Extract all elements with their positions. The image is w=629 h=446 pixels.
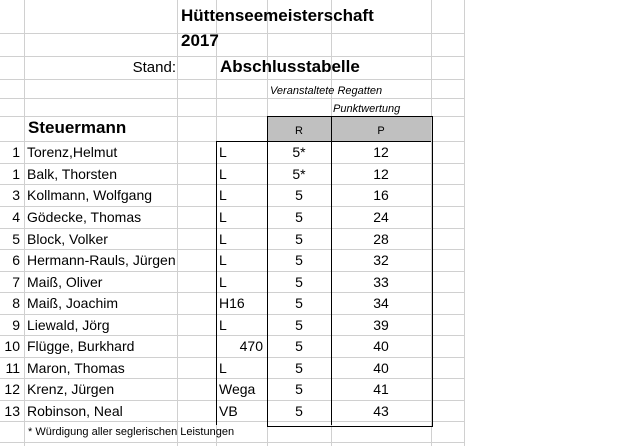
regatten-cell: 5 bbox=[295, 187, 303, 203]
boat-column-border bbox=[216, 141, 217, 425]
regatten-label: Veranstaltete Regatten bbox=[270, 85, 383, 97]
regatten-cell: 5 bbox=[295, 252, 303, 268]
boat-cell: L bbox=[219, 274, 227, 290]
regatten-cell: 5* bbox=[292, 166, 306, 182]
regatten-cell: 5 bbox=[295, 381, 303, 397]
regatten-cell: 5 bbox=[295, 231, 303, 247]
rank-cell: 4 bbox=[12, 209, 20, 225]
rank-cell: 12 bbox=[4, 381, 20, 397]
boat-cell: L bbox=[219, 144, 227, 160]
regatten-cell: 5 bbox=[295, 360, 303, 376]
boat-cell: L bbox=[219, 166, 227, 182]
rank-cell: 8 bbox=[12, 295, 20, 311]
rank-cell: 3 bbox=[12, 187, 20, 203]
rank-cell: 11 bbox=[5, 360, 20, 376]
stand-value: Abschlusstabelle bbox=[220, 57, 360, 76]
points-cell: 16 bbox=[373, 187, 389, 203]
header-p: P bbox=[377, 125, 385, 137]
sheet-title: Hüttenseemeisterschaft bbox=[181, 6, 374, 25]
name-cell: Gödecke, Thomas bbox=[27, 209, 142, 225]
name-cell: Hermann-Rauls, Jürgen bbox=[27, 252, 176, 268]
boat-cell: L bbox=[219, 209, 227, 225]
name-cell: Maiß, Joachim bbox=[27, 295, 119, 311]
regatten-cell: 5 bbox=[295, 209, 303, 225]
regatten-cell: 5 bbox=[295, 338, 303, 354]
regatten-cell: 5 bbox=[295, 403, 303, 419]
points-cell: 43 bbox=[373, 403, 389, 419]
header-steuermann: Steuermann bbox=[28, 118, 127, 137]
regatten-cell: 5* bbox=[292, 144, 306, 160]
points-cell: 32 bbox=[373, 252, 389, 268]
rank-cell: 13 bbox=[4, 403, 20, 419]
boat-cell: L bbox=[219, 231, 227, 247]
boat-cell: H16 bbox=[219, 295, 245, 311]
boat-cell: 470 bbox=[239, 338, 263, 354]
name-cell: Maron, Thomas bbox=[27, 360, 125, 376]
points-cell: 12 bbox=[373, 144, 389, 160]
points-cell: 12 bbox=[373, 166, 389, 182]
boat-cell: L bbox=[219, 187, 227, 203]
points-cell: 41 bbox=[373, 381, 389, 397]
points-cell: 40 bbox=[373, 338, 389, 354]
regatten-cell: 5 bbox=[295, 274, 303, 290]
footnote: * Würdigung aller seglerischen Leistungen bbox=[28, 426, 235, 438]
sheet-year: 2017 bbox=[181, 31, 219, 50]
name-cell: Kollmann, Wolfgang bbox=[27, 187, 153, 203]
points-cell: 40 bbox=[373, 360, 389, 376]
regatten-cell: 5 bbox=[295, 295, 303, 311]
points-cell: 24 bbox=[373, 209, 389, 225]
boat-cell: Wega bbox=[219, 381, 256, 397]
boat-cell: VB bbox=[219, 403, 238, 419]
boat-cell: L bbox=[219, 360, 227, 376]
boat-cell: L bbox=[219, 252, 227, 268]
name-cell: Maiß, Oliver bbox=[27, 274, 103, 290]
rank-cell: 7 bbox=[12, 274, 20, 290]
points-cell: 33 bbox=[373, 274, 389, 290]
rank-cell: 1 bbox=[12, 166, 20, 182]
name-cell: Krenz, Jürgen bbox=[27, 381, 115, 397]
regatten-cell: 5 bbox=[295, 317, 303, 333]
name-cell: Flügge, Burkhard bbox=[27, 338, 135, 354]
rank-cell: 5 bbox=[12, 231, 20, 247]
name-cell: Balk, Thorsten bbox=[27, 166, 118, 182]
stand-label: Stand: bbox=[132, 59, 176, 76]
punktwertung-label: Punktwertung bbox=[333, 103, 401, 115]
name-cell: Robinson, Neal bbox=[27, 403, 123, 419]
rank-cell: 1 bbox=[12, 144, 20, 160]
rank-cell: 9 bbox=[12, 317, 20, 333]
points-cell: 39 bbox=[373, 317, 389, 333]
name-cell: Block, Volker bbox=[27, 231, 108, 247]
points-cell: 34 bbox=[373, 295, 389, 311]
name-cell: Torenz,Helmut bbox=[27, 144, 118, 160]
boat-cell: L bbox=[219, 317, 227, 333]
header-r: R bbox=[295, 125, 303, 137]
rank-cell: 6 bbox=[12, 252, 20, 268]
rank-cell: 10 bbox=[4, 338, 20, 354]
name-cell: Liewald, Jörg bbox=[27, 317, 110, 333]
points-cell: 28 bbox=[373, 231, 389, 247]
